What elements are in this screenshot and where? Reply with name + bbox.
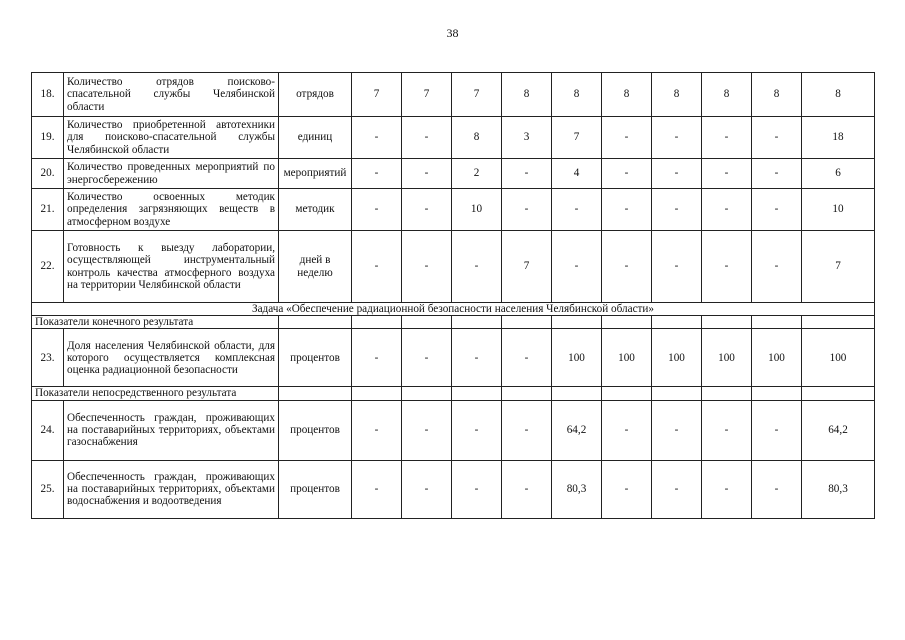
value-cell: - <box>402 329 452 387</box>
task-title: Задача «Обеспечение радиационной безопасности населения Челябинской области» <box>32 303 875 316</box>
indicator-name: Обеспеченность граждан, проживающих на поставарийных территориях, объектами газоснабжения <box>64 400 279 460</box>
value-cell: 8 <box>552 73 602 117</box>
empty-cell <box>502 316 552 329</box>
value-cell: - <box>502 159 552 189</box>
value-cell: - <box>502 460 552 518</box>
value-cell: - <box>402 460 452 518</box>
value-cell: 10 <box>452 189 502 231</box>
value-cell: - <box>702 117 752 159</box>
empty-cell <box>402 387 452 400</box>
value-cell: - <box>352 159 402 189</box>
value-cell: - <box>652 159 702 189</box>
value-cell: 100 <box>602 329 652 387</box>
indicator-name: Количество проведенных мероприятий по энергосбережению <box>64 159 279 189</box>
unit-cell: методик <box>279 189 352 231</box>
task-block <box>32 303 875 316</box>
empty-cell <box>702 387 752 400</box>
indicator-name: Обеспеченность граждан, проживающих на поставарийных территориях, объектами водоснабжения и водоотведения <box>64 460 279 518</box>
value-cell: 7 <box>402 73 452 117</box>
row-number: 18. <box>32 73 64 117</box>
empty-cell <box>402 316 452 329</box>
empty-cell <box>352 387 402 400</box>
empty-cell <box>552 316 602 329</box>
value-cell: 2 <box>452 159 502 189</box>
page-number: 38 <box>446 26 459 40</box>
value-cell: - <box>502 189 552 231</box>
value-cell: - <box>752 231 802 303</box>
row-number: 21. <box>32 189 64 231</box>
value-cell: - <box>602 231 652 303</box>
value-cell: 8 <box>502 73 552 117</box>
section-direct-result <box>32 387 875 518</box>
value-cell: 6 <box>802 159 875 189</box>
row-number: 20. <box>32 159 64 189</box>
value-cell: 7 <box>502 231 552 303</box>
empty-cell <box>802 316 875 329</box>
table-row <box>32 73 875 117</box>
value-cell: - <box>752 117 802 159</box>
indicator-name: Количество отрядов поисково-спасательной службы Челябинской области <box>64 73 279 117</box>
value-cell: - <box>552 189 602 231</box>
unit-cell: отрядов <box>279 73 352 117</box>
empty-cell <box>452 316 502 329</box>
table-row <box>32 460 875 518</box>
table-row <box>32 159 875 189</box>
unit-cell: процентов <box>279 400 352 460</box>
value-cell: - <box>702 189 752 231</box>
value-cell: - <box>402 231 452 303</box>
value-cell: - <box>602 400 652 460</box>
value-cell: 7 <box>802 231 875 303</box>
indicator-name: Количество приобретенной автотехники для поисково-спасательной службы Челябинской области <box>64 117 279 159</box>
value-cell: - <box>502 329 552 387</box>
value-cell: 8 <box>702 73 752 117</box>
value-cell: 18 <box>802 117 875 159</box>
row-number: 23. <box>32 329 64 387</box>
value-cell: 100 <box>802 329 875 387</box>
empty-cell <box>552 387 602 400</box>
value-cell: 8 <box>452 117 502 159</box>
value-cell: - <box>352 329 402 387</box>
value-cell: 100 <box>552 329 602 387</box>
row-number: 25. <box>32 460 64 518</box>
task-row <box>32 303 875 316</box>
empty-cell <box>752 387 802 400</box>
value-cell: - <box>702 231 752 303</box>
value-cell: - <box>702 460 752 518</box>
value-cell: 100 <box>652 329 702 387</box>
value-cell: - <box>352 231 402 303</box>
indicator-name: Доля населения Челябинской области, для которого осуществляется комплексная оценка радиационной безопасности <box>64 329 279 387</box>
section-label: Показатели непосредственного результата <box>32 387 279 400</box>
value-cell: 7 <box>552 117 602 159</box>
table-row <box>32 400 875 460</box>
value-cell: - <box>402 159 452 189</box>
value-cell: - <box>452 400 502 460</box>
value-cell: - <box>702 400 752 460</box>
empty-cell <box>602 387 652 400</box>
row-number: 22. <box>32 231 64 303</box>
value-cell: 7 <box>352 73 402 117</box>
empty-cell <box>602 316 652 329</box>
value-cell: - <box>452 460 502 518</box>
section-header-row <box>32 387 875 400</box>
value-cell: 100 <box>702 329 752 387</box>
value-cell: - <box>652 189 702 231</box>
unit-cell: единиц <box>279 117 352 159</box>
value-cell: - <box>602 159 652 189</box>
value-cell: - <box>602 460 652 518</box>
empty-cell <box>279 316 352 329</box>
empty-cell <box>802 387 875 400</box>
table-row <box>32 231 875 303</box>
value-cell: 64,2 <box>802 400 875 460</box>
table-body-top <box>32 73 875 303</box>
value-cell: - <box>602 189 652 231</box>
section-label: Показатели конечного результата <box>32 316 279 329</box>
value-cell: - <box>652 460 702 518</box>
unit-cell: процентов <box>279 460 352 518</box>
value-cell: - <box>652 117 702 159</box>
empty-cell <box>652 387 702 400</box>
value-cell: - <box>402 117 452 159</box>
value-cell: - <box>452 329 502 387</box>
table-row <box>32 329 875 387</box>
value-cell: - <box>752 189 802 231</box>
value-cell: 3 <box>502 117 552 159</box>
value-cell: - <box>602 117 652 159</box>
value-cell: - <box>352 460 402 518</box>
empty-cell <box>352 316 402 329</box>
value-cell: 8 <box>652 73 702 117</box>
row-number: 24. <box>32 400 64 460</box>
value-cell: - <box>352 189 402 231</box>
unit-cell: мероприятий <box>279 159 352 189</box>
value-cell: 80,3 <box>802 460 875 518</box>
unit-cell: дней в неделю <box>279 231 352 303</box>
value-cell: 80,3 <box>552 460 602 518</box>
table-row <box>32 189 875 231</box>
value-cell: - <box>752 400 802 460</box>
value-cell: - <box>402 400 452 460</box>
empty-cell <box>452 387 502 400</box>
value-cell: 7 <box>452 73 502 117</box>
empty-cell <box>702 316 752 329</box>
value-cell: - <box>702 159 752 189</box>
empty-cell <box>652 316 702 329</box>
value-cell: 64,2 <box>552 400 602 460</box>
value-cell: 10 <box>802 189 875 231</box>
empty-cell <box>752 316 802 329</box>
value-cell: - <box>452 231 502 303</box>
value-cell: - <box>552 231 602 303</box>
row-number: 19. <box>32 117 64 159</box>
value-cell: - <box>402 189 452 231</box>
value-cell: - <box>502 400 552 460</box>
indicators-table <box>31 72 875 519</box>
value-cell: 4 <box>552 159 602 189</box>
value-cell: - <box>352 117 402 159</box>
value-cell: 8 <box>602 73 652 117</box>
value-cell: - <box>752 460 802 518</box>
empty-cell <box>502 387 552 400</box>
value-cell: - <box>652 231 702 303</box>
section-header-row <box>32 316 875 329</box>
indicator-name: Готовность к выезду лаборатории, осуществляющей инструментальный контроль качества атмосферного воздуха на территории Челябинской области <box>64 231 279 303</box>
value-cell: - <box>652 400 702 460</box>
empty-cell <box>279 387 352 400</box>
value-cell: - <box>352 400 402 460</box>
table-row <box>32 117 875 159</box>
indicator-name: Количество освоенных методик определения загрязняющих веществ в атмосферном воздухе <box>64 189 279 231</box>
value-cell: 8 <box>802 73 875 117</box>
value-cell: 100 <box>752 329 802 387</box>
value-cell: 8 <box>752 73 802 117</box>
section-final-result <box>32 316 875 387</box>
unit-cell: процентов <box>279 329 352 387</box>
value-cell: - <box>752 159 802 189</box>
